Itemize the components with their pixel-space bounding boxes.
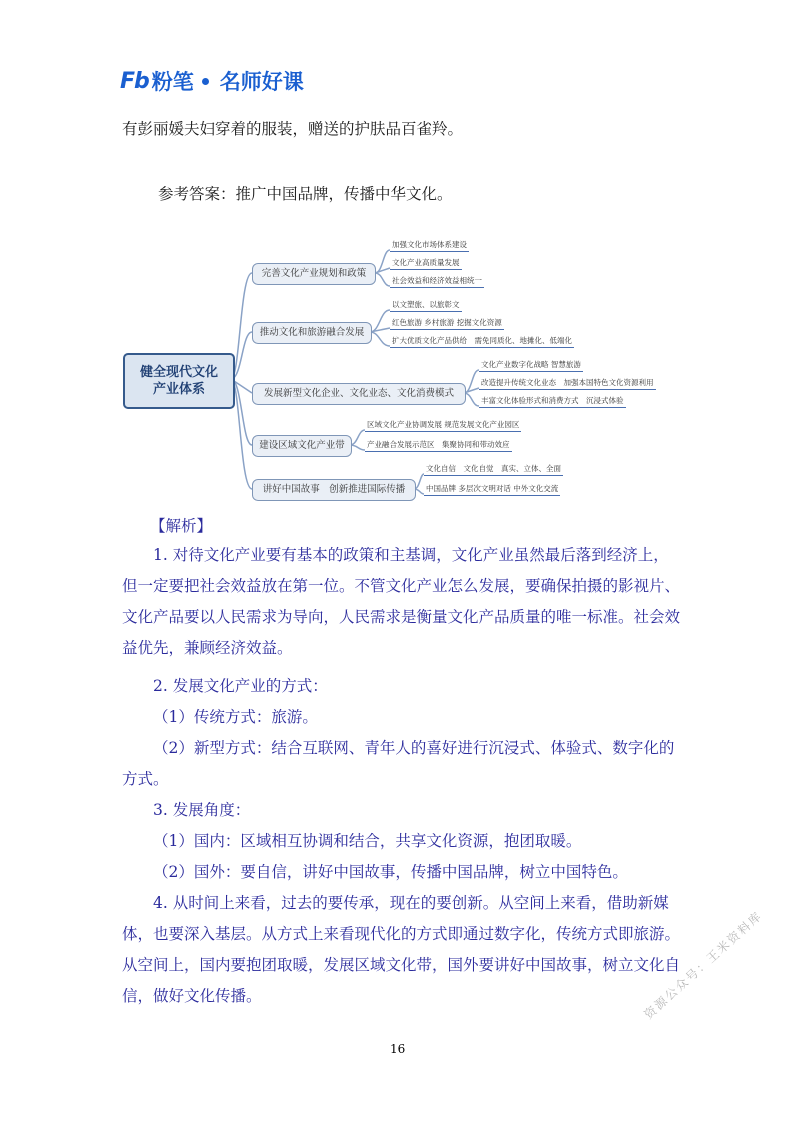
mindmap-leaf: 扩大优质文化产品供给 需免同质化、地摊化、低端化 — [390, 336, 574, 348]
mindmap-leaf: 产业融合发展示范区 集聚协同和带动效应 — [365, 440, 512, 452]
mindmap-root-line-2: 产业体系 — [152, 382, 205, 397]
mindmap-root — [123, 353, 235, 409]
logo-mark: Fb — [120, 68, 149, 94]
mindmap-leaf: 丰富文化体验形式和消费方式 沉浸式体验 — [479, 396, 626, 408]
analysis-heading: 【解析】 — [150, 517, 213, 535]
reference-answer: 参考答案：推广中国品牌，传播中华文化。 — [158, 185, 453, 203]
mindmap-leaf: 社会效益和经济效益相统一 — [390, 276, 484, 288]
mindmap-leaf: 区域文化产业协调发展 规范发展文化产业园区 — [365, 420, 521, 432]
mindmap-leaf: 文化自信 文化自觉 真实、立体、全面 — [424, 464, 563, 476]
watermark: 资源公众号：王米资料库 — [641, 908, 766, 1022]
logo-slogan: 名师好课 — [219, 70, 304, 94]
analysis-paragraph-4: （2）新型方式：结合互联网、青年人的喜好进行沉浸式、体验式、数字化的方式。 — [122, 739, 675, 788]
analysis-paragraph-1: 1. 对待文化产业要有基本的政策和主基调，文化产业虽然最后落到经济上，但一定要把社会效益放在第一位。不管文化产业怎么发展，要确保拍摄的影视片、文化产品要以人民需求为导向，人民需求是衡量文化产品质量的唯一标准。社会效益优先，兼顾经济效益。 — [122, 546, 681, 657]
mindmap-branch-international: 讲好中国故事 创新推进国际传播 — [252, 479, 416, 501]
mindmap-branch-policy: 完善文化产业规划和政策 — [252, 263, 376, 285]
analysis-paragraph-7: （2）国外：要自信，讲好中国故事，传播中国品牌，树立中国特色。 — [153, 863, 628, 881]
intro-line: 有彭丽媛夫妇穿着的服装，赠送的护肤品百雀羚。 — [122, 120, 464, 138]
page-number: 16 — [390, 1042, 406, 1056]
analysis-paragraph-2: 2. 发展文化产业的方式： — [153, 677, 328, 695]
mindmap-leaf: 加强文化市场体系建设 — [390, 240, 469, 252]
analysis-paragraph-6: （1）国内：区域相互协调和结合，共享文化资源，抱团取暖。 — [153, 832, 582, 850]
analysis-paragraph-5: 3. 发展角度： — [153, 801, 251, 819]
mindmap-leaf: 中国品牌 多层次文明对话 中外文化交流 — [424, 484, 560, 496]
mindmap-leaf: 改造提升传统文化业态 加强本国特色文化资源利用 — [479, 378, 656, 390]
mindmap-leaf: 文化产业高质量发展 — [390, 258, 462, 270]
mindmap-leaf: 以文塑旅、以旅彰文 — [390, 300, 462, 312]
mindmap-branch-tourism: 推动文化和旅游融合发展 — [252, 322, 372, 344]
mindmap-branch-regional: 建设区域文化产业带 — [252, 435, 352, 457]
mindmap-branch-new-formats: 发展新型文化企业、文化业态、文化消费模式 — [252, 383, 466, 405]
analysis-paragraph-8: 4. 从时间上来看，过去的要传承，现在的要创新。从空间上来看，借助新媒体，也要深入基层。从方式上来看现代化的方式即通过数字化，传统方式即旅游。从空间上，国内要抱团取暖，发展区域文化带，国外要讲好中国故事，树立文化自信，做好文化传播。 — [122, 894, 681, 1005]
analysis-paragraph-3: （1）传统方式：旅游。 — [153, 708, 318, 726]
mindmap-leaf: 文化产业数字化战略 智慧旅游 — [479, 360, 583, 372]
logo-name: 粉笔 — [151, 70, 194, 94]
mindmap-root-line-1: 健全现代文化 — [139, 365, 218, 380]
mindmap-leaf: 红色旅游 乡村旅游 挖掘文化资源 — [390, 318, 504, 330]
